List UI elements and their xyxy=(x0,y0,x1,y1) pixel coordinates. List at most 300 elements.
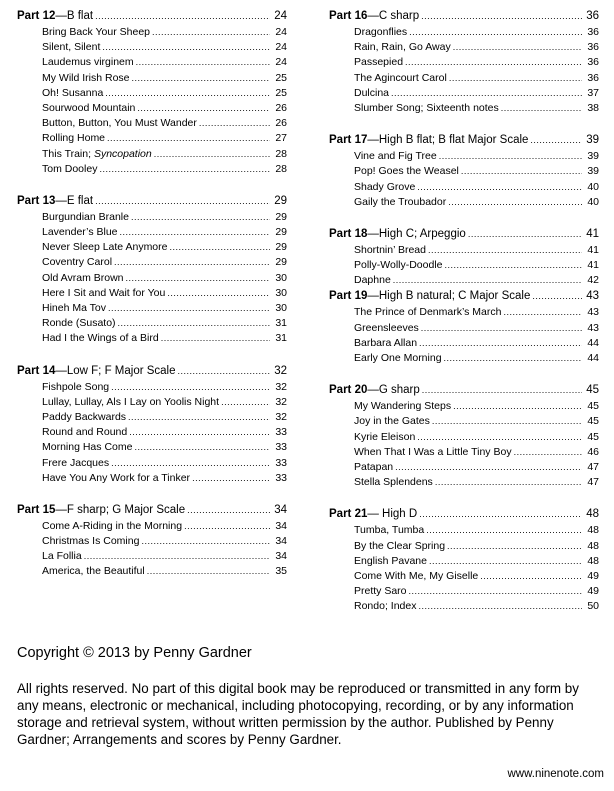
dot-leader xyxy=(426,523,582,538)
dot-leader xyxy=(421,321,582,336)
dot-leader xyxy=(128,410,270,425)
page-number: 40 xyxy=(587,180,599,193)
toc-entry[interactable] xyxy=(329,55,599,70)
song-title: Joy in the Gates xyxy=(354,415,430,428)
dot-leader xyxy=(118,316,270,331)
page-number: 36 xyxy=(587,41,599,54)
part-label: Part 17 xyxy=(329,134,368,147)
toc-entry[interactable] xyxy=(329,414,599,429)
page-number: 38 xyxy=(587,101,599,114)
toc-entry[interactable] xyxy=(329,554,599,569)
toc-entry[interactable] xyxy=(329,71,599,86)
song-title: Rain, Rain, Go Away xyxy=(354,41,451,54)
toc-entry[interactable] xyxy=(329,164,599,179)
toc-entry[interactable] xyxy=(17,395,287,410)
toc-right-column xyxy=(329,8,599,630)
dot-leader xyxy=(461,164,582,179)
toc-entry[interactable] xyxy=(17,316,287,331)
song-title: Vine and Fig Tree xyxy=(354,150,437,163)
toc-entry[interactable] xyxy=(329,399,599,414)
toc-entry[interactable] xyxy=(329,523,599,538)
dot-leader xyxy=(120,225,271,240)
page-number: 36 xyxy=(587,71,599,84)
toc-part-heading[interactable]: Part 13—E flat ..... 29 xyxy=(17,193,287,210)
song-title: Shortnin’ Bread xyxy=(354,243,426,256)
page-number: 24 xyxy=(274,10,287,22)
dot-leader xyxy=(514,445,582,460)
song-title: Polly-Wolly-Doodle xyxy=(354,259,443,272)
dot-leader xyxy=(468,226,582,243)
song-title: Pretty Saro xyxy=(354,585,407,598)
song-title: Dragonflies xyxy=(354,26,408,38)
dot-leader xyxy=(419,506,582,523)
page-number: 25 xyxy=(275,86,287,99)
toc-entry[interactable] xyxy=(329,584,599,599)
page-number: 39 xyxy=(587,165,599,178)
toc-part xyxy=(17,193,287,347)
toc-part xyxy=(329,382,599,490)
dot-leader xyxy=(422,382,582,399)
song-title: Come A-Riding in the Morning xyxy=(42,519,183,532)
toc-entry[interactable] xyxy=(17,331,287,346)
song-subtitle: Syncopation xyxy=(93,147,152,160)
part-label: Part 15 xyxy=(17,503,56,516)
song-title: English Pavane xyxy=(354,554,427,567)
song-title: Passepied xyxy=(354,56,404,69)
dot-leader xyxy=(444,351,582,366)
page-number: 32 xyxy=(275,410,287,423)
toc-entry[interactable] xyxy=(329,180,599,195)
song-title: The Prince of Denmark’s March xyxy=(354,306,502,319)
part-key: High C; Arpeggio xyxy=(378,227,466,240)
song-title: My Wandering Steps xyxy=(354,400,452,413)
page-number: 29 xyxy=(275,210,287,223)
dot-leader xyxy=(480,569,582,584)
part-label: Part 21 xyxy=(329,508,368,521)
part-key: High D xyxy=(378,508,418,521)
website-url[interactable]: www.ninenote.com xyxy=(507,768,604,780)
dot-leader xyxy=(428,243,582,258)
dot-leader xyxy=(147,564,270,579)
part-key: High B flat; B flat Major Scale xyxy=(378,134,529,147)
dot-leader xyxy=(107,131,270,146)
page-number: 35 xyxy=(275,565,287,578)
dot-leader xyxy=(170,240,271,255)
page-number: 32 xyxy=(274,364,287,377)
dot-leader xyxy=(178,363,270,380)
toc-entry[interactable] xyxy=(17,471,287,486)
dot-leader xyxy=(393,273,582,288)
page-number: 50 xyxy=(587,600,599,613)
dot-leader xyxy=(532,288,582,305)
page-number: 34 xyxy=(275,535,287,548)
toc-entry[interactable] xyxy=(329,475,599,490)
toc-entry[interactable] xyxy=(329,445,599,460)
toc-entry[interactable] xyxy=(17,456,287,471)
toc-entry[interactable] xyxy=(329,258,599,273)
page-number: 26 xyxy=(275,117,287,130)
song-title: Greensleeves xyxy=(354,321,419,334)
song-title: This Train; xyxy=(42,147,94,160)
dot-leader xyxy=(95,8,270,25)
page-number: 30 xyxy=(275,302,287,314)
song-title: Christmas Is Coming xyxy=(42,535,140,548)
toc-part xyxy=(329,226,599,289)
toc-entry[interactable] xyxy=(17,55,287,70)
toc-entry[interactable] xyxy=(17,240,287,255)
toc-entry[interactable] xyxy=(17,425,287,440)
dot-leader xyxy=(395,460,582,475)
song-title: Oh! Susanna xyxy=(42,86,104,99)
toc-part xyxy=(329,288,599,366)
page-number: 25 xyxy=(275,71,287,84)
page-number: 28 xyxy=(275,147,287,160)
page-number: 29 xyxy=(275,256,287,269)
page-number: 30 xyxy=(275,271,287,284)
song-title: Daphne xyxy=(354,274,391,287)
page-number: 29 xyxy=(275,226,287,239)
page-number: 31 xyxy=(275,317,287,330)
dot-leader xyxy=(99,162,270,177)
toc-part-heading[interactable]: Part 16—C sharp ..... 36 xyxy=(329,8,599,25)
toc-part xyxy=(329,8,599,116)
page-number: 41 xyxy=(586,227,599,240)
toc-entry[interactable] xyxy=(17,25,287,40)
toc-entry[interactable] xyxy=(17,380,287,395)
toc-entry[interactable] xyxy=(17,71,287,86)
page-number: 29 xyxy=(275,241,287,254)
toc-entry[interactable] xyxy=(329,460,599,475)
song-title: Gaily the Troubador xyxy=(354,195,447,208)
toc-part-heading[interactable]: Part 18—High C; Arpeggio ..... 41 xyxy=(329,226,599,243)
page-number: 45 xyxy=(587,430,599,443)
toc-left-column xyxy=(17,8,287,596)
dot-leader xyxy=(132,71,270,86)
page-number: 24 xyxy=(275,41,287,54)
song-title: Coventry Carol xyxy=(42,256,113,269)
toc-entry[interactable] xyxy=(329,243,599,258)
page-number: 48 xyxy=(587,524,599,537)
song-title: Kyrie Eleison xyxy=(354,430,416,443)
dot-leader xyxy=(429,554,582,569)
song-title: Shady Grove xyxy=(354,180,416,193)
toc-entry[interactable] xyxy=(329,321,599,336)
part-label: Part 18 xyxy=(329,227,368,240)
toc-entry[interactable] xyxy=(17,440,287,455)
toc-entry[interactable] xyxy=(329,273,599,288)
toc-entry[interactable] xyxy=(329,25,599,40)
page-number: 41 xyxy=(587,259,599,272)
toc-entry[interactable] xyxy=(329,305,599,320)
page-number: 36 xyxy=(586,10,599,22)
toc-entry[interactable] xyxy=(17,162,287,177)
page-number: 49 xyxy=(587,585,599,598)
page-number: 29 xyxy=(274,194,287,207)
song-title: Paddy Backwards xyxy=(42,410,127,423)
page-number: 33 xyxy=(275,426,287,439)
toc-entry[interactable] xyxy=(329,599,599,614)
toc-part-heading[interactable]: Part 20—G sharp ..... 45 xyxy=(329,382,599,399)
song-title: Frere Jacques xyxy=(42,456,110,469)
part-label: Part 16 xyxy=(329,10,368,22)
toc-part-heading[interactable]: Part 21— High D ..... 48 xyxy=(329,506,599,523)
song-title: Lullay, Lullay, Als I Lay on Yoolis Night xyxy=(42,395,220,408)
toc-entry[interactable] xyxy=(17,225,287,240)
part-label: Part 20 xyxy=(329,384,368,397)
dot-leader xyxy=(161,331,270,346)
toc-entry[interactable] xyxy=(329,539,599,554)
dot-leader xyxy=(154,147,270,162)
toc-entry[interactable] xyxy=(17,286,287,301)
dot-leader xyxy=(141,534,270,549)
copyright-notice: Copyright © 2013 by Penny Gardner xyxy=(17,645,252,661)
toc-entry[interactable] xyxy=(17,519,287,534)
song-title: Laudemus virginem xyxy=(42,56,134,69)
dot-leader xyxy=(136,55,270,70)
rights-statement: All rights reserved. No part of this digital book may be reproduced or transmitted in any form by any means, electronic or mechanical, including photocopying, recording, or by any information storage and retrieval system, without written permission by the author. Published by Penny Gardner; Arrangements and scores by Penny Gardner. xyxy=(17,681,579,747)
dot-leader xyxy=(184,519,270,534)
page-number: 49 xyxy=(587,569,599,582)
page-number: 45 xyxy=(587,415,599,428)
part-key: C sharp xyxy=(378,10,420,22)
page-number: 27 xyxy=(275,132,287,145)
dot-leader xyxy=(453,40,582,55)
dot-leader xyxy=(409,584,582,599)
page-number: 34 xyxy=(275,519,287,532)
dot-leader xyxy=(405,55,582,70)
song-title: Have You Any Work for a Tinker xyxy=(42,471,191,484)
dot-leader xyxy=(105,86,270,101)
toc-entry[interactable] xyxy=(329,569,599,584)
page-number: 33 xyxy=(275,441,287,454)
dot-leader xyxy=(501,101,582,116)
dot-leader xyxy=(445,258,582,273)
page-number: 33 xyxy=(275,456,287,469)
song-title: Fishpole Song xyxy=(42,380,110,393)
song-title: Barbara Allan xyxy=(354,336,418,349)
dot-leader xyxy=(129,425,270,440)
page-number: 36 xyxy=(587,26,599,38)
toc-entry[interactable] xyxy=(329,336,599,351)
dot-leader xyxy=(137,101,270,116)
toc-entry[interactable] xyxy=(329,430,599,445)
dot-leader xyxy=(114,255,270,270)
song-title: Never Sleep Late Anymore xyxy=(42,241,168,254)
page-number: 41 xyxy=(587,243,599,256)
page-number: 33 xyxy=(275,471,287,484)
song-title: My Wild Irish Rose xyxy=(42,71,130,84)
toc-entry[interactable] xyxy=(17,534,287,549)
toc-entry[interactable] xyxy=(329,101,599,116)
song-title: The Agincourt Carol xyxy=(354,71,447,84)
song-title: Old Avram Brown xyxy=(42,271,124,284)
toc-part-heading[interactable]: Part 14—Low F; F Major Scale ..... 32 xyxy=(17,363,287,380)
toc-entry[interactable] xyxy=(17,255,287,270)
dot-leader xyxy=(102,40,270,55)
dot-leader xyxy=(111,456,270,471)
page-number: 39 xyxy=(586,134,599,147)
song-title: Early One Morning xyxy=(354,352,442,364)
page-number: 45 xyxy=(587,400,599,413)
dot-leader xyxy=(530,132,582,149)
dot-leader xyxy=(126,271,270,286)
part-key: Low F; F Major Scale xyxy=(66,364,176,377)
song-title: Hineh Ma Tov xyxy=(42,302,107,314)
dot-leader xyxy=(167,286,270,301)
toc-entry[interactable] xyxy=(17,549,287,564)
song-title: Tom Dooley xyxy=(42,162,98,175)
toc-entry[interactable] xyxy=(17,210,287,225)
part-label: Part 13 xyxy=(17,194,56,207)
song-title: Sourwood Mountain xyxy=(42,101,136,114)
song-title: Ronde (Susato) xyxy=(42,317,116,330)
page-number: 43 xyxy=(587,321,599,334)
dot-leader xyxy=(453,399,582,414)
song-title: Bring Back Your Sheep xyxy=(42,26,150,38)
toc-part xyxy=(17,502,287,580)
toc-part xyxy=(17,8,287,177)
dot-leader xyxy=(421,8,582,25)
dot-leader xyxy=(95,193,270,210)
dot-leader xyxy=(187,502,270,519)
part-key: F sharp; G Major Scale xyxy=(66,503,186,516)
page-number: 42 xyxy=(587,274,599,287)
dot-leader xyxy=(409,25,582,40)
part-label: Part 19 xyxy=(329,290,368,303)
page-number: 37 xyxy=(587,86,599,99)
page-number: 40 xyxy=(587,195,599,208)
dot-leader xyxy=(152,25,270,40)
page-number: 31 xyxy=(275,332,287,345)
dot-leader xyxy=(192,471,270,486)
toc-part-heading[interactable]: Part 12—B flat ..... 24 xyxy=(17,8,287,25)
toc-entry[interactable] xyxy=(329,195,599,210)
dot-leader xyxy=(418,599,582,614)
part-key: E flat xyxy=(66,194,94,207)
part-label: Part 12 xyxy=(17,10,56,22)
song-title: Rolling Home xyxy=(42,132,106,145)
page-number: 32 xyxy=(275,395,287,408)
page-number: 44 xyxy=(587,352,599,364)
toc-entry[interactable] xyxy=(17,271,287,286)
page-number: 43 xyxy=(587,306,599,319)
toc-entry[interactable] xyxy=(329,40,599,55)
toc-entry[interactable] xyxy=(17,40,287,55)
part-label: Part 14 xyxy=(17,364,56,377)
dot-leader xyxy=(417,180,582,195)
song-title: Stella Splendens xyxy=(354,476,433,489)
dot-leader xyxy=(111,380,270,395)
toc-entry[interactable] xyxy=(329,351,599,366)
toc-entry[interactable] xyxy=(17,410,287,425)
part-key: High B natural; C Major Scale xyxy=(378,290,531,303)
song-title: America, the Beautiful xyxy=(42,565,145,578)
dot-leader xyxy=(432,414,582,429)
page-number: 48 xyxy=(587,554,599,567)
dot-leader xyxy=(503,305,582,320)
page-number: 45 xyxy=(586,384,599,397)
page-number: 48 xyxy=(587,539,599,552)
dot-leader xyxy=(447,539,582,554)
toc-entry[interactable] xyxy=(17,147,287,162)
page-number: 24 xyxy=(275,26,287,38)
dot-leader xyxy=(419,336,582,351)
song-title: Tumba, Tumba xyxy=(354,524,425,537)
page-number: 48 xyxy=(586,508,599,521)
song-title: Slumber Song; Sixteenth notes xyxy=(354,101,499,114)
page-number: 39 xyxy=(587,150,599,163)
page-number: 46 xyxy=(587,445,599,458)
song-title: Pop! Goes the Weasel xyxy=(354,165,459,178)
toc-entry[interactable] xyxy=(17,131,287,146)
page-number: 47 xyxy=(587,460,599,473)
part-key: G sharp xyxy=(378,384,420,397)
dot-leader xyxy=(417,430,582,445)
toc-part xyxy=(329,132,599,210)
toc-entry[interactable] xyxy=(17,116,287,131)
toc-part-heading[interactable]: Part 19—High B natural; C Major Scale ..... 43 xyxy=(329,288,599,305)
toc-entry[interactable] xyxy=(329,149,599,164)
page-number: 43 xyxy=(586,290,599,303)
page-number: 30 xyxy=(275,286,287,299)
page-number: 26 xyxy=(275,101,287,114)
song-title: Here I Sit and Wait for You xyxy=(42,286,166,299)
page-number: 36 xyxy=(587,56,599,69)
toc-part xyxy=(329,506,599,614)
toc-entry[interactable] xyxy=(329,86,599,101)
dot-leader xyxy=(221,395,270,410)
page-number: 34 xyxy=(275,550,287,563)
page-number: 32 xyxy=(275,380,287,393)
song-title: La Follia xyxy=(42,550,82,563)
song-title: Morning Has Come xyxy=(42,441,133,454)
dot-leader xyxy=(131,210,270,225)
song-title: Lavender’s Blue xyxy=(42,226,118,239)
dot-leader xyxy=(84,549,270,564)
page-number: 24 xyxy=(275,56,287,69)
song-title: Dulcina xyxy=(354,86,390,99)
song-title: When That I Was a Little Tiny Boy xyxy=(354,445,512,458)
song-title: Rondo; Index xyxy=(354,600,417,613)
dot-leader xyxy=(391,86,582,101)
dot-leader xyxy=(439,149,582,164)
song-title: Button, Button, You Must Wander xyxy=(42,117,197,130)
dot-leader xyxy=(448,195,582,210)
toc-part-heading[interactable]: Part 17—High B flat; B flat Major Scale ..... 39 xyxy=(329,132,599,149)
page-number: 44 xyxy=(587,336,599,349)
song-title: Burgundian Branle xyxy=(42,210,129,223)
page-number: 34 xyxy=(274,503,287,516)
page-number: 47 xyxy=(587,476,599,489)
toc-entry[interactable] xyxy=(17,564,287,579)
song-title: Patapan xyxy=(354,460,394,473)
song-title: Had I the Wings of a Bird xyxy=(42,332,159,345)
part-key: B flat xyxy=(66,10,94,22)
page-number: 28 xyxy=(275,162,287,175)
dot-leader xyxy=(134,440,270,455)
song-title: By the Clear Spring xyxy=(354,539,446,552)
dot-leader xyxy=(108,301,270,316)
song-title: Round and Round xyxy=(42,426,128,439)
song-title: Come With Me, My Giselle xyxy=(354,569,479,582)
toc-entry[interactable] xyxy=(17,86,287,101)
dot-leader xyxy=(199,116,270,131)
toc-entry[interactable] xyxy=(17,301,287,316)
dot-leader xyxy=(449,71,582,86)
toc-part xyxy=(17,363,287,486)
toc-entry[interactable] xyxy=(17,101,287,116)
toc-part-heading[interactable]: Part 15—F sharp; G Major Scale ..... 34 xyxy=(17,502,287,519)
